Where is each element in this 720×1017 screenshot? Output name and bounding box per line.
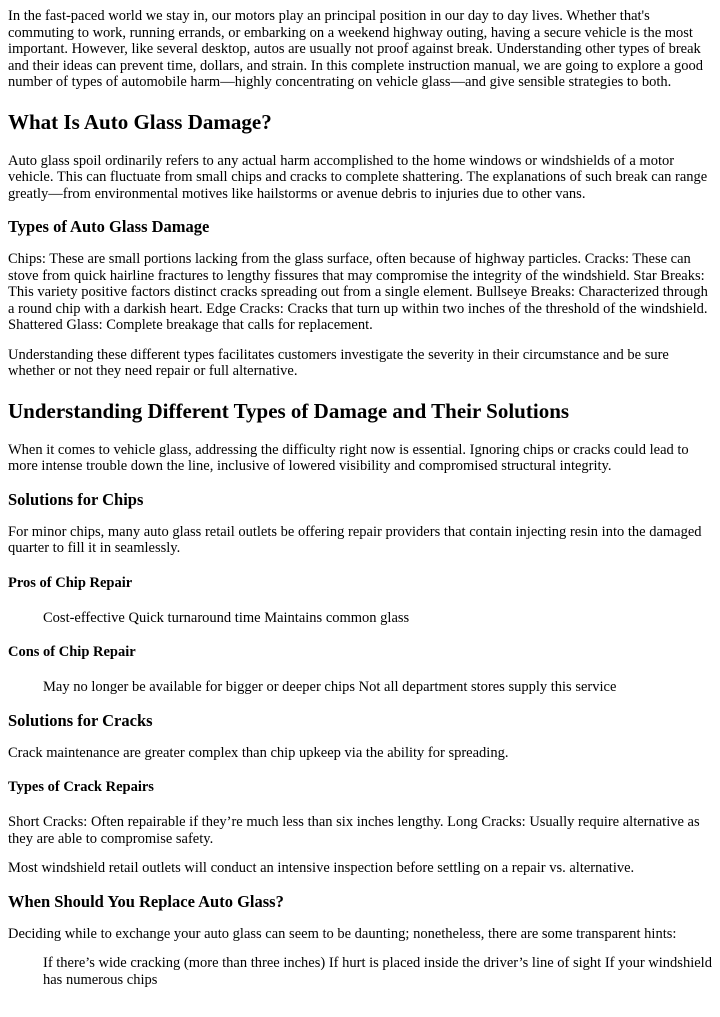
- heading-understanding-damage-solutions: Understanding Different Types of Damage and Their Solutions: [8, 398, 570, 423]
- heading-when-to-replace: When Should You Replace Auto Glass?: [8, 891, 284, 911]
- inspection-paragraph: Most windshield retail outlets will conduct an intensive inspection before settling on a repair vs. alternative.: [8, 860, 635, 876]
- addressing-difficulty-paragraph: When it comes to vehicle glass, addressing the difficulty right now is essential. Ignoring chips or cracks could lead to more intense trouble down the line, inclusive of lowered visibility and compromised structural integrity.: [8, 441, 689, 474]
- types-of-damage-paragraph: Chips: These are small portions lacking from the glass surface, often because of highway particles. Cracks: These can stove from quick hairline fractures to lengthy fissures that may compromise the integrity of the windshield. Star Breaks: This variety positive factors distinct cracks spreading out from a single element. Bullseye Breaks: Characterized through a round chip with a darkish heart. Edge Cracks: Cracks that turn up within two inches of the threshold of the windshield. Shattered Glass: Complete breakage that calls for replacement.: [8, 251, 708, 333]
- heading-types-of-damage: Types of Auto Glass Damage: [8, 217, 210, 236]
- crack-types-paragraph: Short Cracks: Often repairable if they’re much less than six inches lengthy. Long Cracks: Usually require alternative as they are able to compromise safety.: [8, 814, 700, 847]
- intro-paragraph: In the fast-paced world we stay in, our motors play an principal position in our day to day lives. Whether that's commuting to work, running errands, or embarking on a weekend highway outing, having a secure vehicle is the most important. However, like several desktop, autos are usually not proof against break. Understanding other types of break and their ideas can prevent time, dollars, and strain. In this complete instruction manual, we are going to explore a good number of types of automobile harm—highly concentrating on vehicle glass—and give sensible strategies to both.: [8, 8, 703, 90]
- heading-solutions-for-chips: Solutions for Chips: [8, 489, 144, 509]
- cracks-solution-paragraph: Crack maintenance are greater complex than chip upkeep via the ability for spreading.: [8, 744, 509, 761]
- heading-pros-of-chip-repair: Pros of Chip Repair: [8, 574, 133, 591]
- heading-types-of-crack-repairs: Types of Crack Repairs: [8, 779, 154, 795]
- pros-list: Cost-effective Quick turnaround time Maintains common glass: [43, 609, 410, 626]
- heading-what-is-auto-glass-damage: What Is Auto Glass Damage?: [8, 109, 272, 134]
- cons-list: May no longer be available for bigger or deeper chips Not all department stores supply this service: [43, 679, 617, 695]
- understanding-types-paragraph: Understanding these different types facilitates customers investigate the severity in their circumstance and be sure whether or not they need repair or full alternative.: [8, 346, 669, 379]
- replace-intro-paragraph: Deciding while to exchange your auto glass can seem to be daunting; nonetheless, there are some transparent hints:: [8, 925, 677, 942]
- what-is-damage-paragraph: Auto glass spoil ordinarily refers to any actual harm accomplished to the home windows or windshields of a motor vehicle. This can fluctuate from small chips and cracks to complete shattering. The explanations of such break can range greatly—from environmental motives like hailstorms or avenue debris to injuries due to other vans.: [8, 152, 708, 202]
- heading-solutions-for-cracks: Solutions for Cracks: [8, 710, 153, 730]
- heading-cons-of-chip-repair: Cons of Chip Repair: [8, 644, 136, 660]
- replace-hints-list: If there’s wide cracking (more than three inches) If hurt is placed inside the driver’s line of sight If your windshield has numerous chips: [43, 955, 712, 988]
- chips-solution-paragraph: For minor chips, many auto glass retail outlets be offering repair providers that contain injecting resin into the damaged quarter to fill it in seamlessly.: [8, 523, 702, 556]
